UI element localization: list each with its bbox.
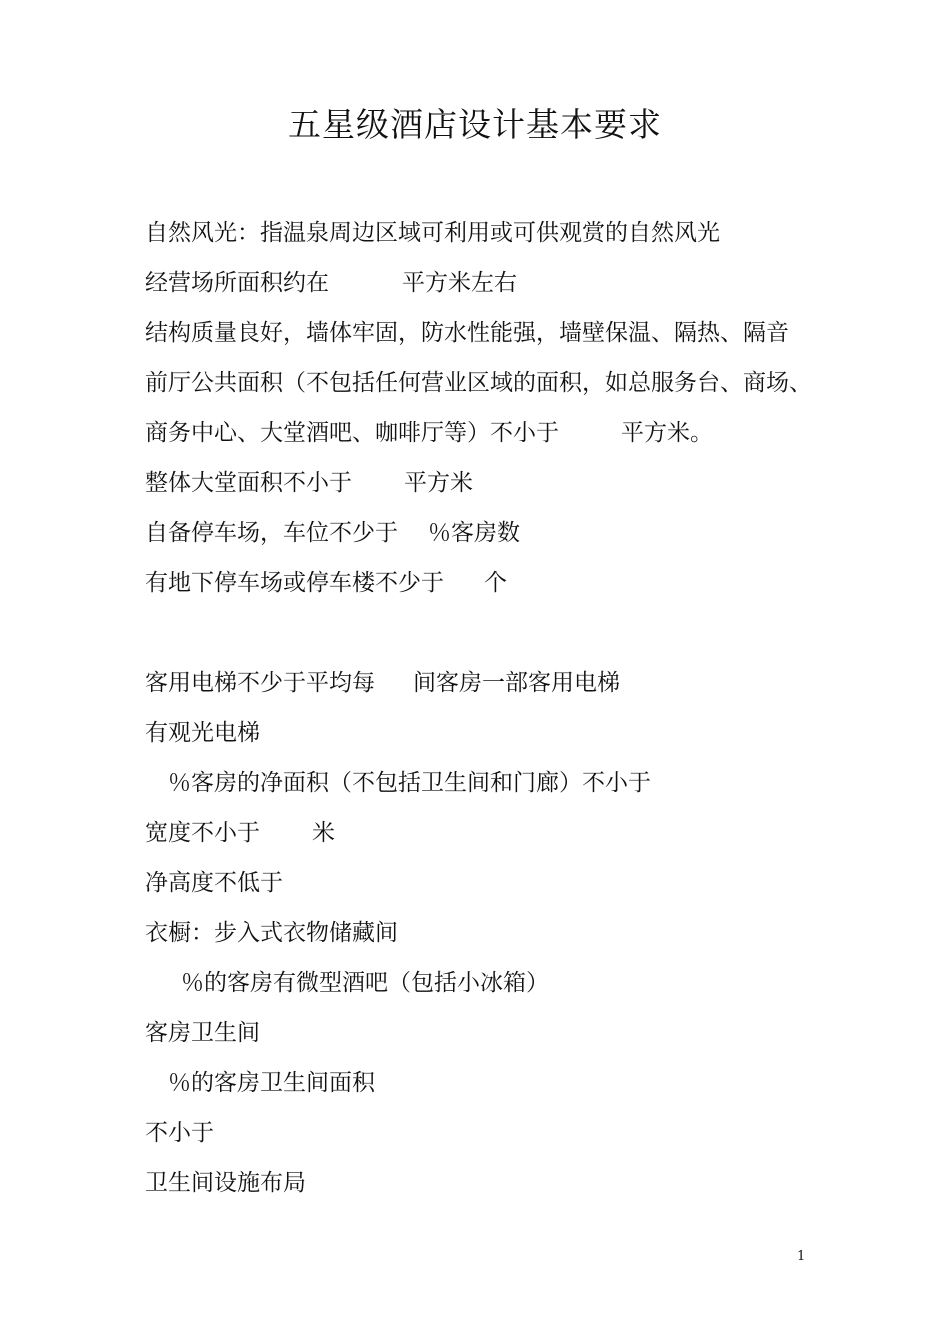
text-line-parking bbox=[145, 518, 520, 548]
text-line-business-area bbox=[145, 268, 517, 298]
text-line-natural-scenery: 自然风光：指温泉周边区域可利用或可供观赏的自然风光 bbox=[145, 220, 720, 246]
text-line-guest-elevator bbox=[145, 668, 620, 698]
text-line-underground-parking bbox=[145, 568, 507, 598]
document-title: 五星级酒店设计基本要求 bbox=[288, 105, 662, 144]
text-segment: 客用电梯不少于平均每 bbox=[145, 670, 375, 696]
text-line-bathroom-area: ％的客房卫生间面积 bbox=[168, 1070, 375, 1096]
text-line-lobby-area bbox=[145, 468, 473, 498]
text-segment: 平方米 bbox=[404, 470, 473, 496]
text-segment: 平方米。 bbox=[621, 420, 713, 446]
text-segment: 商务中心、大堂酒吧、咖啡厅等）不小于 bbox=[145, 420, 559, 446]
text-segment: 整体大堂面积不小于 bbox=[145, 470, 352, 496]
text-line-business-center bbox=[145, 418, 713, 448]
text-line-structure-quality: 结构质量良好，墙体牢固，防水性能强，墙壁保温、隔热、隔音 bbox=[145, 320, 789, 346]
text-segment: 经营场所面积约在 bbox=[145, 270, 329, 296]
text-line-lobby-public-area: 前厅公共面积（不包括任何营业区域的面积，如总服务台、商场、 bbox=[145, 370, 812, 396]
text-line-not-less-than: 不小于 bbox=[145, 1120, 214, 1146]
text-segment: 宽度不小于 bbox=[145, 820, 260, 846]
text-segment: 自备停车场，车位不少于 bbox=[145, 520, 398, 546]
text-line-width bbox=[145, 818, 335, 848]
text-segment: ％客房数 bbox=[428, 520, 520, 546]
page-number: 1 bbox=[797, 1249, 806, 1264]
text-line-room-bathroom: 客房卫生间 bbox=[145, 1020, 260, 1046]
text-segment: 米 bbox=[312, 820, 335, 846]
text-line-minibar: ％的客房有微型酒吧（包括小冰箱） bbox=[181, 970, 549, 996]
text-line-room-net-area: ％客房的净面积（不包括卫生间和门廊）不小于 bbox=[168, 770, 651, 796]
text-line-clear-height: 净高度不低于 bbox=[145, 870, 283, 896]
text-line-bathroom-layout: 卫生间设施布局 bbox=[145, 1170, 306, 1196]
text-segment: 平方米左右 bbox=[402, 270, 517, 296]
text-line-sightseeing-elevator: 有观光电梯 bbox=[145, 720, 260, 746]
text-segment: 间客房一部客用电梯 bbox=[413, 670, 620, 696]
text-line-wardrobe: 衣橱：步入式衣物储藏间 bbox=[145, 920, 398, 946]
text-segment: 个 bbox=[484, 570, 507, 596]
text-segment: 有地下停车场或停车楼不少于 bbox=[145, 570, 444, 596]
